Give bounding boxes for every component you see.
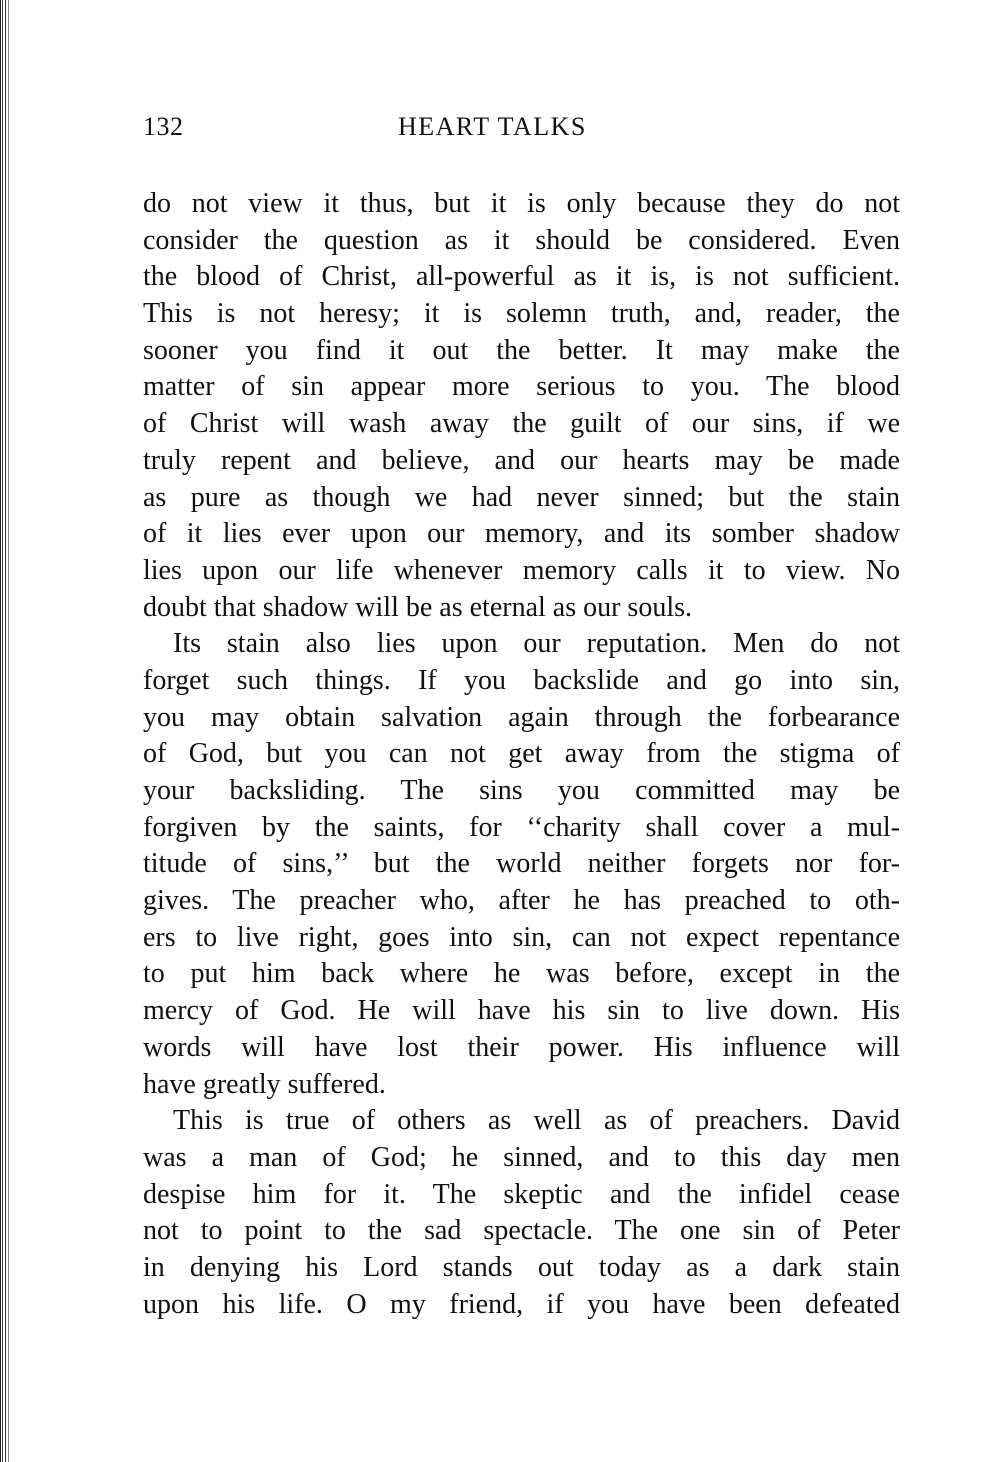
text-line: sooner you find it out the better. It may make the [143, 334, 900, 366]
text-line: to put him back where he was before, except in the [143, 958, 900, 990]
text-line: forget such things. If you backslide and go into sin, [143, 664, 900, 696]
text-line: forgiven by the saints, for ‘‘charity shall cover a mul- [143, 811, 900, 843]
text-line: do not view it thus, but it is only because they do not [143, 188, 900, 219]
text-line: truly repent and believe, and our hearts may be made [143, 444, 900, 476]
text-line: upon his life. O my friend, if you have been defeated [143, 1288, 900, 1320]
text-line: This is not heresy; it is solemn truth, and, reader, the [143, 298, 900, 330]
text-line: matter of sin appear more serious to you. The blood [143, 371, 900, 403]
body-text [143, 186, 900, 1323]
text-line: not to point to the sad spectacle. The one sin of Peter [143, 1215, 900, 1247]
text-line: words will have lost their power. His influence will [143, 1031, 900, 1063]
text-line: your backsliding. The sins you committed may be [143, 775, 900, 806]
text-line: of it lies ever upon our memory, and its somber shadow [143, 518, 900, 550]
text-line: mercy of God. He will have his sin to live down. His [143, 995, 900, 1027]
text-line: of God, but you can not get away from the stigma of [143, 738, 900, 770]
paragraph-start-line: Its stain also lies upon our reputation. Men do not [173, 628, 900, 660]
text-line: you may obtain salvation again through the forbearance [143, 701, 900, 733]
text-line: of Christ will wash away the guilt of our sins, if we [143, 408, 900, 440]
text-line: doubt that shadow will be as eternal as our souls. [143, 591, 693, 623]
text-line: titude of sins,’’ but the world neither forgets nor for- [143, 848, 900, 880]
text-line: lies upon our life whenever memory calls it to view. No [143, 554, 900, 586]
text-line: despise him for it. The skeptic and the infidel cease [143, 1178, 900, 1210]
paragraph-start-line: This is true of others as well as of preachers. David [173, 1105, 900, 1137]
text-line: was a man of God; he sinned, and to this day men [143, 1141, 900, 1173]
running-head [143, 112, 900, 152]
text-line: consider the question as it should be considered. Even [143, 224, 900, 256]
text-line: in denying his Lord stands out today as a dark stain [143, 1251, 900, 1283]
text-line: have greatly suffered. [143, 1068, 386, 1100]
book-title: HEART TALKS [398, 112, 587, 141]
text-line: gives. The preacher who, after he has preached to oth- [143, 885, 900, 917]
text-line: the blood of Christ, all-powerful as it is, is not sufficient. [143, 261, 900, 293]
text-line: as pure as though we had never sinned; but the stain [143, 481, 900, 513]
book-spine-edge [0, 0, 14, 1462]
page-number: 132 [143, 112, 184, 141]
text-line: ers to live right, goes into sin, can not expect repentance [143, 921, 900, 953]
